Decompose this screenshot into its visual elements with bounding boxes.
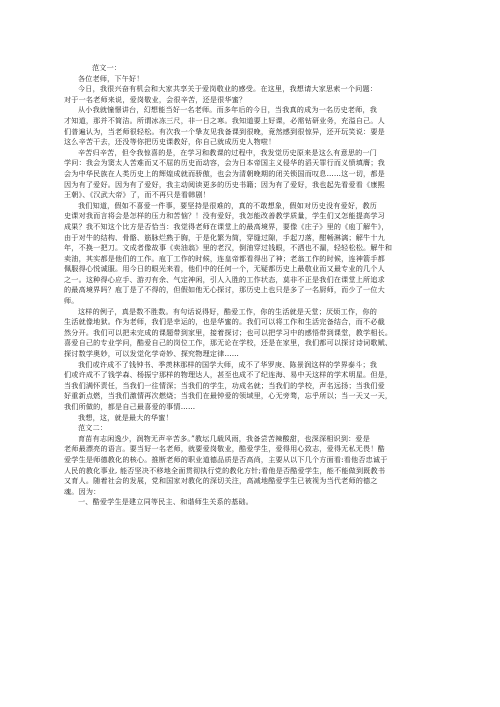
text-line: 们或许成不了钱学森、杨振宁那样的物理达人，甚至也成不了纪连海、易中天这样的学术明星。但是， bbox=[64, 370, 393, 380]
text-line: 魂。因为： bbox=[64, 486, 101, 496]
text-line: 人民的教化事业, 能否坚决不移地全面贯彻执行党的教化方针;看他是否酷爱学生，能不能做到既教书 bbox=[64, 465, 386, 475]
text-line: 师。 bbox=[64, 296, 79, 306]
text-line: 又育人。随着社会的发展，党和国家对教化的深切关注，高减地酷爱学生已被视为当代老师的德之 bbox=[64, 476, 378, 486]
text-line: 生活就像地狱。作为老师，我们是幸运的，也是华蜜的。我们可以将工作和生活完备结合，而不必截 bbox=[64, 317, 385, 327]
text-line: 这么辛苦干去，还没等你把历史课教好，你自己就成历史人物啦！ bbox=[64, 137, 276, 147]
text-line: 各位老师，下午好！ bbox=[78, 73, 144, 83]
text-line: 好重新点燃，当我们激情再次燃烧；当我们在最钟爱的领域里，心无旁骛，忘乎所以；当一天又一天， bbox=[64, 391, 393, 401]
text-line: 我想，这，就是最大的华蜜！ bbox=[78, 412, 173, 422]
text-line: 由于对牛的结构、骨骼、筋脉烂熟于胸，于是化繁为简，穿缝过隙，手起刀落，酣畅淋漓；解牛十九 bbox=[64, 232, 385, 242]
text-line: 我们所做的，都是自己最喜爱的事情…… bbox=[64, 402, 196, 411]
text-line: 一、酷爱学生是建立同等民主、和谐师生关系的基础。 bbox=[78, 497, 254, 507]
text-line: 年，不换一把刀。文成者像故事《卖油翁》里的老汉，倒油穿过钱眼，不洒也不漏，轻轻松松。解牛和 bbox=[64, 243, 393, 253]
text-line: 我们或许成不了钱钟书、季羡林那样的国学大师，成不了华罗庚、陈景润这样的学界泰斗；我 bbox=[78, 359, 378, 369]
text-line: 才知道，那并不简洁。所谓冰冻三尺，非一日之寒。我知道要上好课，必需钻研业务，充溢自己。人 bbox=[64, 115, 385, 125]
text-line: 因为有了爱好。因为有了爱好，我主动阅读更多的历史书籍；因为有了爱好，我也起先看爱看《康熙 bbox=[64, 179, 385, 189]
text-line: 卖油，其实都是他们的工作。庖丁工作的时候，连皇帝都看得出了神；老翁工作的时候，连神箭手都 bbox=[64, 253, 385, 263]
text-line: 今日，我很兴奋有机会和大家共享关于爱岗敬业的感受。在这里，我想请大家思索一个问题： bbox=[78, 84, 378, 94]
text-line: 王朝》、《汉武大帝》了，而不再只是看韩剧！ bbox=[64, 190, 211, 200]
text-line: 范文一： bbox=[92, 63, 122, 72]
text-line: 爱学生是师德教化的核心。推断老师的职业道德品质是否高尚，主要从以下几个方面看:看他否忠诚于 bbox=[64, 454, 388, 464]
text-line: 的最高境界吗？庖丁是了不得的，但假如他无心探讨，那历史上也只是多了一名厨师，而少了一位大 bbox=[64, 285, 385, 295]
text-line: 这样的例子，真是数不胜数。有句话说得好，酷爱工作，你的生活就是天堂；厌烦工作，你的 bbox=[78, 306, 378, 316]
text-line: 喜爱自己的专业学问，酷爱自己的岗位工作，那无论在学校，还是在家里，我们都可以探讨诗词歌赋、 bbox=[64, 338, 393, 348]
text-line: 从小我就憧憬讲台，幻想能当好一名老师。而多年后的今日，当我真的成为一名历史老师，我 bbox=[78, 105, 378, 115]
text-line: 之一。这种得心应手、游刃有余、气定神闲，引人入胜的工作状态，莫非不正是我们在课堂上所追求 bbox=[64, 274, 385, 284]
text-line: 佩服得心悦诚服。用今日的眼光来看，他们中的任何一个，无疑都历史上最敬业而又最专业的几个人 bbox=[64, 264, 385, 274]
text-line: 史课对我而言将会是怎样的压力和苦恼？！没有爱好，我怎能改善教学质量，学生们又怎能提高学习 bbox=[64, 211, 385, 221]
text-line: 范文二： bbox=[78, 423, 108, 433]
text-line: 育苗有志闲逸少，润物无声辛苦多。”教坛几载风雨，我备尝苦辣酸甜，也深深相识到：爱是 bbox=[78, 433, 371, 443]
text-line: 学问：我会为窦太人苦难而又不屈的历史而动容，会为日本帝国主义侵华的滔天罪行而义愤填膺；我 bbox=[64, 158, 385, 168]
text-line: 我们知道，假如不喜爱一件事，要坚持是很难的，真的不敢想象，假如对历史没有爱好，教历 bbox=[78, 200, 378, 210]
text-line: 们普遍认为，当老师很轻松。有次我一个挚友见我备课到很晚，竟然感到很惊异，还开玩笑说：要是 bbox=[64, 126, 385, 136]
text-line: 成果？我不知这个比方是否恰当：我觉得老师在课堂上的最高境界，要像《庄子》里的《庖丁解牛》， bbox=[64, 221, 389, 231]
text-line: 探讨数学奥妙，可以发觉化学奇妙、探究物理定律…… bbox=[64, 349, 240, 359]
text-line: 然分开。我们可以把未完成的课题带到家里，接着探讨；也可以把学习中的感悟带到课堂，教学相长。 bbox=[64, 327, 393, 337]
text-line: 辛苦归辛苦，但令我惊喜的是，在学习和教课的过程中，我发觉历史原来是这么有意思的一门 bbox=[78, 147, 378, 157]
text-line: 当我们满怀责任，当我们一往情深；当我们的学生，功成名就；当我们的学校，声名远扬；当我们爱 bbox=[64, 380, 385, 390]
text-line: 老师最漂亮的语言。要当好一名老师，就要爱岗敬业，酷爱学生，爱得用心致志，爱得无私无畏！酷 bbox=[64, 444, 385, 454]
text-line: 对于一名老师来说，爱岗敬业，会很辛苦，还是很华蜜？ bbox=[64, 94, 247, 104]
text-line: 会为中华民族在人类历史上的辉煌成就而骄傲，也会为清朝晚期的闭关锁国而叹息……这一切，都是 bbox=[64, 168, 385, 178]
